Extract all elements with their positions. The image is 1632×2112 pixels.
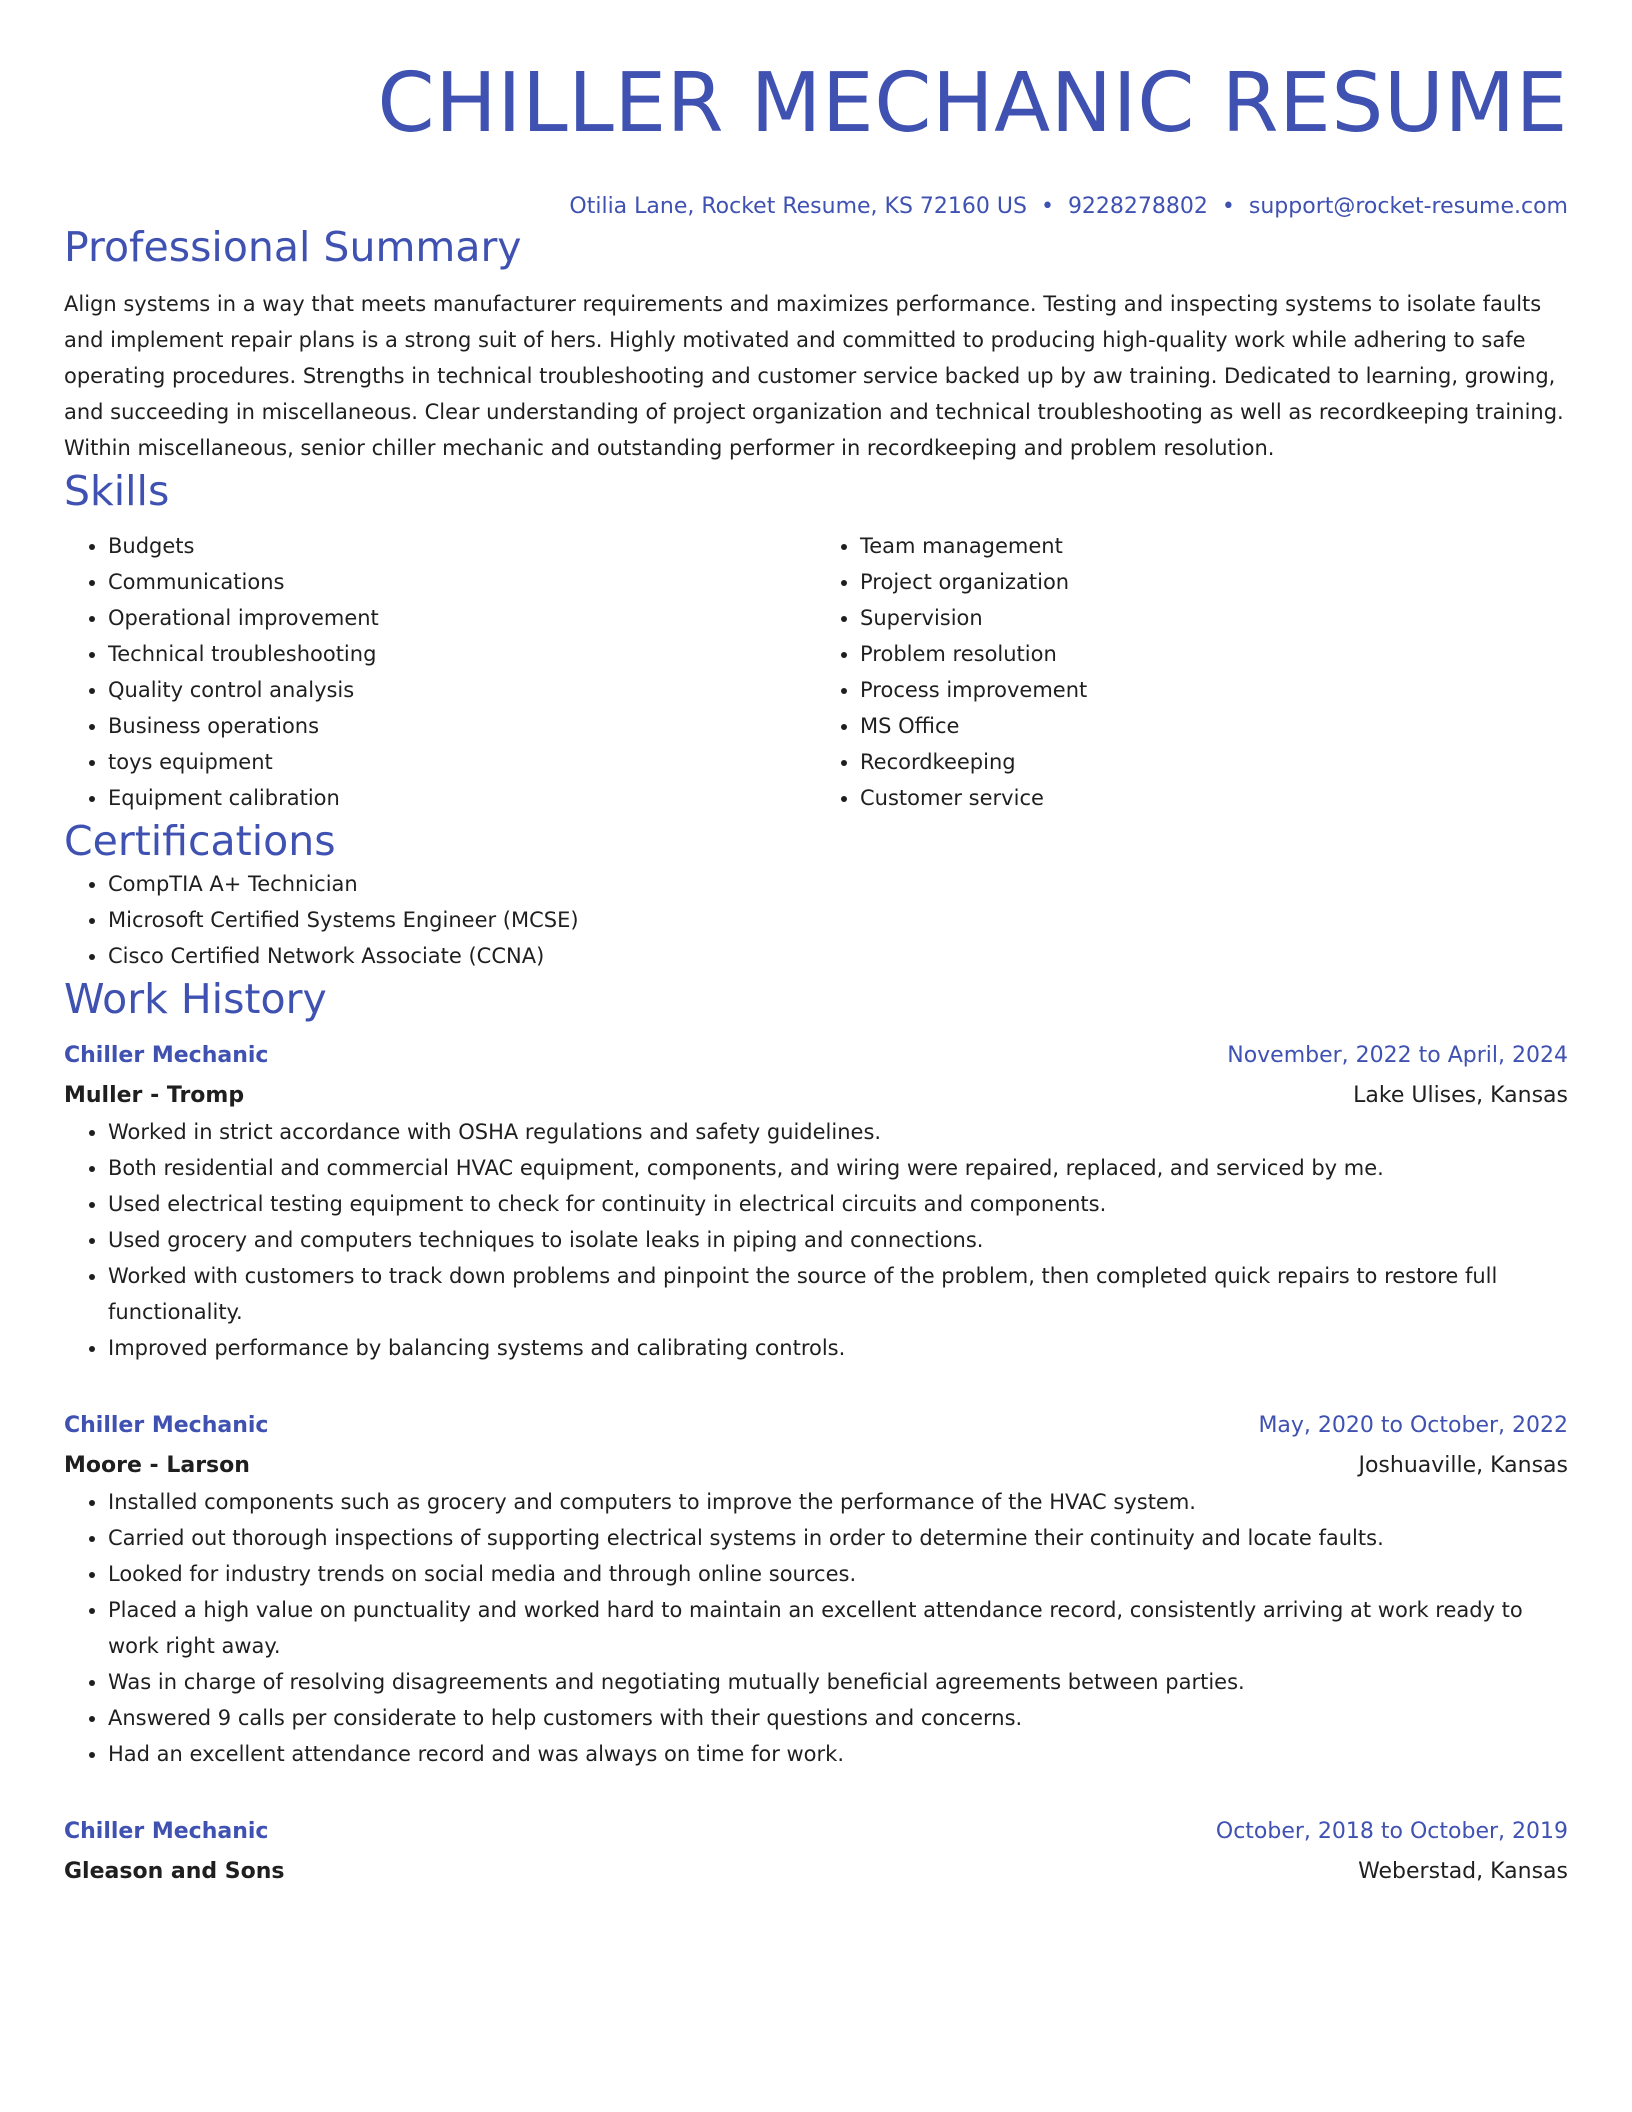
job-location: Weberstad, Kansas: [1358, 1859, 1568, 1884]
job-duty: • Installed components such as grocery and computers to improve the performance of the HVAC system.: [108, 1484, 1568, 1520]
job-entry: [64, 1038, 1568, 1366]
job-duties-list: [64, 1114, 1568, 1366]
skill-item: • Supervision: [860, 600, 1568, 636]
contact-phone: 9228278802: [1067, 194, 1208, 219]
skill-item: • Technical troubleshooting: [108, 636, 816, 672]
skills-columns: [64, 528, 1568, 816]
job-entry: [64, 1408, 1568, 1772]
skills-left-list: [64, 528, 816, 816]
skill-item: • Communications: [108, 564, 816, 600]
certification-item: • CompTIA A+ Technician: [108, 866, 1568, 902]
job-dates: May, 2020 to October, 2022: [1258, 1413, 1568, 1438]
skill-item: • Problem resolution: [860, 636, 1568, 672]
job-duty: • Looked for industry trends on social media and through online sources.: [108, 1556, 1568, 1592]
job-duty: • Worked in strict accordance with OSHA regulations and safety guidelines.: [108, 1114, 1568, 1150]
skill-item: • Project organization: [860, 564, 1568, 600]
job-duty: • Was in charge of resolving disagreements and negotiating mutually beneficial agreements between parties.: [108, 1664, 1568, 1700]
job-duty: • Improved performance by balancing systems and calibrating controls.: [108, 1330, 1568, 1366]
job-company: Gleason and Sons: [64, 1859, 285, 1884]
skills-right-list: [816, 528, 1568, 816]
skill-item: • Recordkeeping: [860, 744, 1568, 780]
job-duty: • Worked with customers to track down problems and pinpoint the source of the problem, then completed quick repairs to restore full functionality.: [108, 1258, 1568, 1330]
job-dates: November, 2022 to April, 2024: [1227, 1043, 1568, 1068]
job-duty: • Placed a high value on punctuality and worked hard to maintain an excellent attendance record, consistently arriving at work ready to work right away.: [108, 1592, 1568, 1664]
job-title: Chiller Mechanic: [64, 1413, 269, 1438]
job-duty: • Both residential and commercial HVAC equipment, components, and wiring were repaired, replaced, and serviced by me.: [108, 1150, 1568, 1186]
contact-line: [64, 192, 1568, 222]
job-duty: • Answered 9 calls per considerate to help customers with their questions and concerns.: [108, 1700, 1568, 1736]
certifications-heading: Certifications: [64, 817, 336, 865]
job-duties-list: [64, 1484, 1568, 1772]
certification-item: • Microsoft Certified Systems Engineer (MCSE): [108, 902, 1568, 938]
skill-item: • Process improvement: [860, 672, 1568, 708]
resume-title: CHILLER MECHANIC RESUME: [377, 56, 1568, 151]
job-company: Moore - Larson: [64, 1453, 250, 1478]
skill-item: • Customer service: [860, 780, 1568, 816]
skill-item: • Operational improvement: [108, 600, 816, 636]
certification-item: • Cisco Certified Network Associate (CCNA): [108, 938, 1568, 974]
job-duty: • Had an excellent attendance record and was always on time for work.: [108, 1736, 1568, 1772]
skill-item: • Equipment calibration: [108, 780, 816, 816]
skill-item: • Budgets: [108, 528, 816, 564]
certifications-list: [64, 866, 1568, 974]
contact-separator: •: [1040, 194, 1054, 219]
job-company: Muller - Tromp: [64, 1083, 245, 1108]
skill-item: • Team management: [860, 528, 1568, 564]
contact-separator: •: [1221, 194, 1235, 219]
work-history-heading: Work History: [64, 975, 327, 1023]
job-entry: [64, 1814, 1568, 1890]
summary-text: Align systems in a way that meets manufacturer requirements and maximizes performance. Testing and inspecting systems to isolate faults and implement repair plans is a strong suit of hers. Highly motivated and committed to producing high-quality work while adhering to safe operating procedures. Strengths in technical troubleshooting and customer service backed up by aw training. Dedicated to learning, growing, and succeeding in miscellaneous. Clear understanding of project organization and technical troubleshooting as well as recordkeeping training. Within miscellaneous, senior chiller mechanic and outstanding performer in recordkeeping and problem resolution.: [64, 292, 1564, 460]
skills-heading: Skills: [64, 467, 170, 515]
job-duty: • Used electrical testing equipment to check for continuity in electrical circuits and components.: [108, 1186, 1568, 1222]
job-location: Joshuaville, Kansas: [1358, 1453, 1568, 1478]
resume-page: [64, 0, 1568, 1890]
skill-item: • toys equipment: [108, 744, 816, 780]
contact-email: support@rocket-resume.com: [1248, 194, 1568, 219]
job-location: Lake Ulises, Kansas: [1353, 1083, 1568, 1108]
skill-item: • Business operations: [108, 708, 816, 744]
summary-heading: Professional Summary: [64, 223, 522, 271]
job-title: Chiller Mechanic: [64, 1819, 269, 1844]
job-duty: • Used grocery and computers techniques to isolate leaks in piping and connections.: [108, 1222, 1568, 1258]
job-duty: • Carried out thorough inspections of supporting electrical systems in order to determine their continuity and locate faults.: [108, 1520, 1568, 1556]
job-dates: October, 2018 to October, 2019: [1215, 1819, 1568, 1844]
skill-item: • MS Office: [860, 708, 1568, 744]
job-title: Chiller Mechanic: [64, 1043, 269, 1068]
skill-item: • Quality control analysis: [108, 672, 816, 708]
contact-address: Otilia Lane, Rocket Resume, KS 72160 US: [569, 194, 1027, 219]
